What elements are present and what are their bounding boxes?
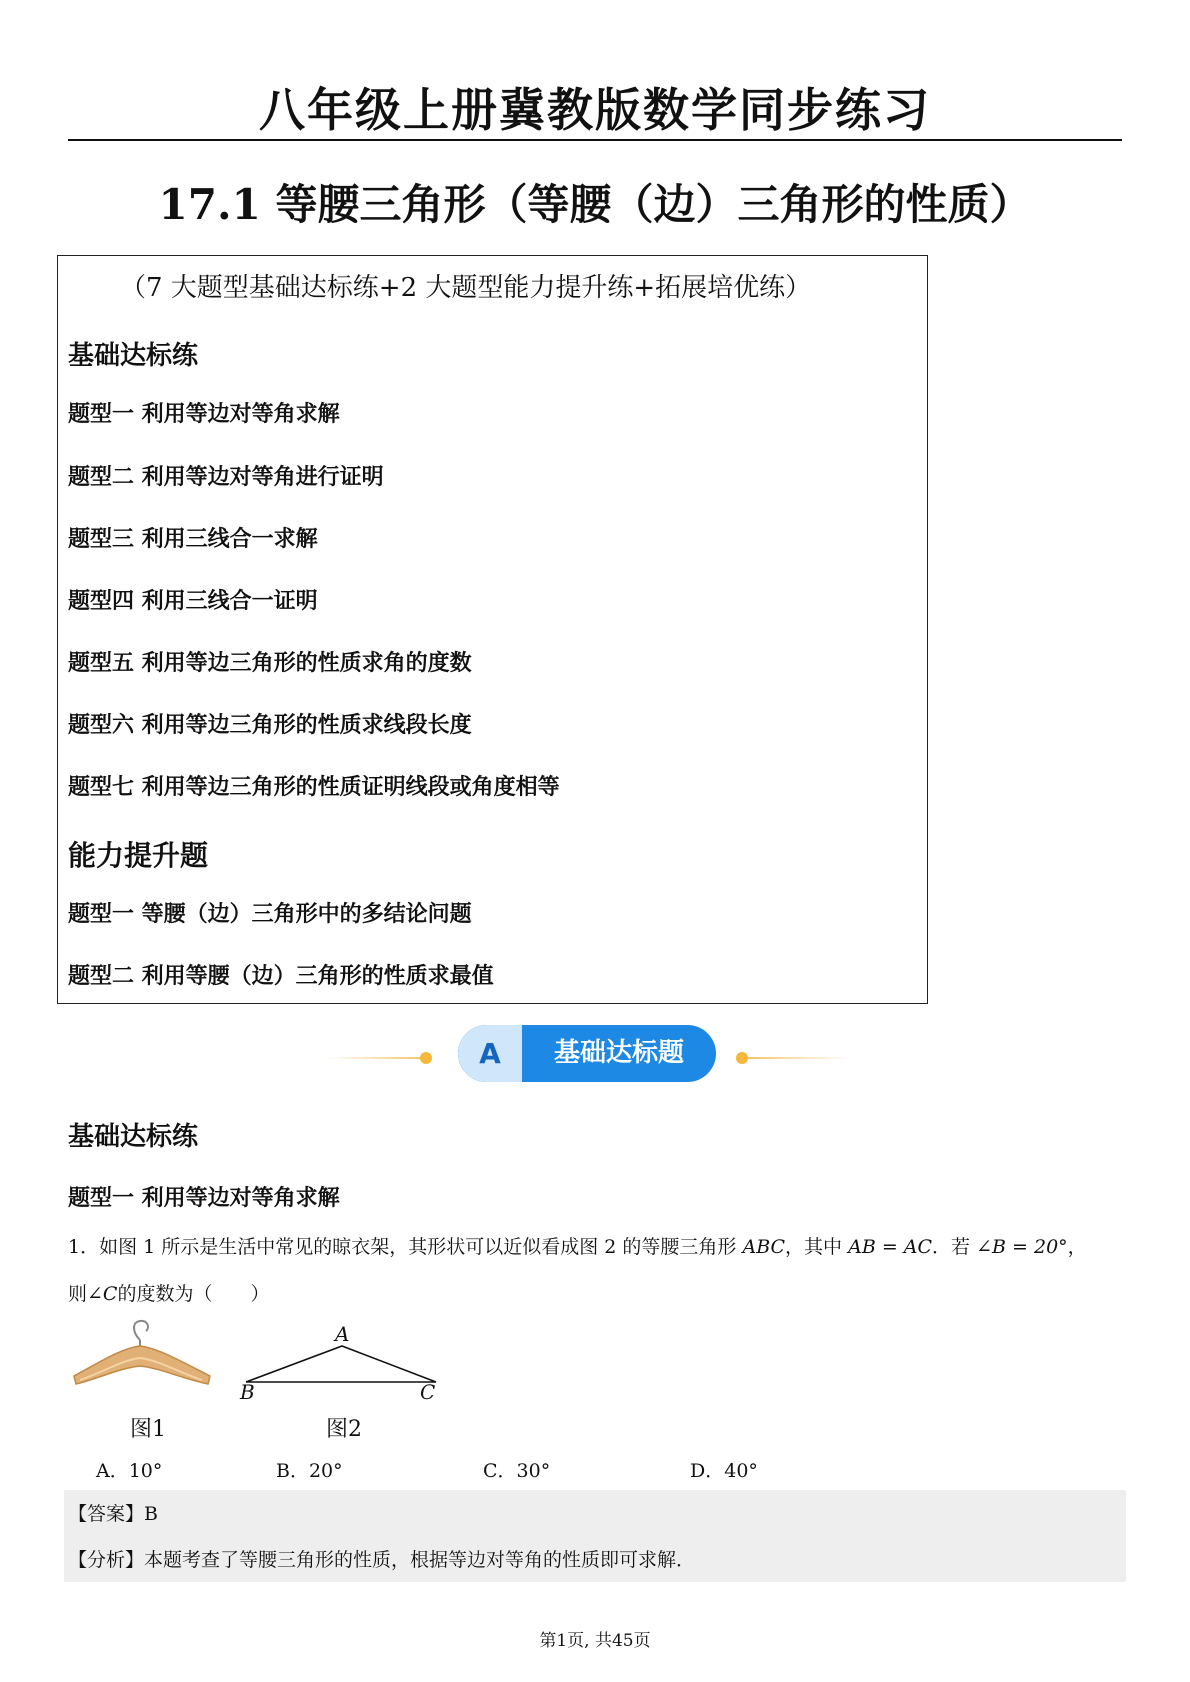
question-text: ，其中 — [785, 1236, 849, 1258]
toc-item: 题型一 等腰（边）三角形中的多结论问题 — [68, 902, 472, 927]
toc-basic-heading: 基础达标练 — [68, 341, 199, 371]
answer-line: 【答案】B — [68, 1503, 158, 1525]
figure-1-caption: 图1 — [130, 1417, 166, 1442]
triangle-abc — [246, 1346, 436, 1382]
question-line-2 — [68, 1280, 270, 1308]
toc-advanced-heading: 能力提升题 — [68, 839, 209, 872]
vertex-label-c: C — [420, 1380, 436, 1404]
figure-2-caption: 图2 — [326, 1417, 362, 1442]
toc-item: 题型二 利用等腰（边）三角形的性质求最值 — [68, 964, 494, 989]
analysis-line: 【分析】本题考查了等腰三角形的性质，根据等边对等角的性质即可求解． — [68, 1549, 696, 1571]
toc-item: 题型六 利用等边三角形的性质求线段长度 — [68, 713, 472, 738]
hanger-image — [70, 1318, 220, 1390]
vertex-label-b: B — [240, 1380, 255, 1404]
question-text: 的度数为（ ） — [117, 1283, 270, 1305]
section-title: 17.1 等腰三角形（等腰（边）三角形的性质） — [158, 180, 1032, 229]
banner-right-dot — [736, 1052, 748, 1064]
document-title: 八年级上册冀教版数学同步练习 — [259, 83, 931, 137]
question-line-1 — [68, 1233, 1087, 1261]
toc-item: 题型二 利用等边对等角进行证明 — [68, 465, 384, 490]
page-footer: 第1页, 共45页 — [539, 1631, 651, 1651]
math-abc: ABC — [742, 1236, 786, 1258]
option-c: C．30° — [483, 1460, 551, 1482]
question-text: ．若 — [932, 1236, 977, 1258]
question-text: ， — [1067, 1236, 1087, 1258]
toc-item: 题型七 利用等边三角形的性质证明线段或角度相等 — [68, 775, 560, 800]
banner-right-line — [748, 1057, 848, 1059]
option-d: D．40° — [690, 1460, 758, 1482]
math-angle-c: ∠C — [87, 1283, 118, 1305]
toc-item: 题型一 利用等边对等角求解 — [68, 402, 340, 427]
math-ab-eq-ac: AB = AC — [848, 1236, 933, 1258]
toc-item: 题型五 利用等边三角形的性质求角的度数 — [68, 651, 472, 676]
section-heading: 基础达标练 — [68, 1122, 199, 1152]
toc-item: 题型三 利用三线合一求解 — [68, 527, 318, 552]
question-type-heading: 题型一 利用等边对等角求解 — [68, 1186, 340, 1211]
math-angle-b: ∠B = 20° — [976, 1236, 1068, 1258]
banner-letter: A — [458, 1025, 522, 1082]
question-text: 则 — [68, 1283, 88, 1305]
section-banner — [458, 1025, 716, 1082]
banner-left-dot — [420, 1052, 432, 1064]
vertex-label-a: A — [335, 1322, 350, 1346]
toc-item: 题型四 利用三线合一证明 — [68, 589, 318, 614]
banner-text: 基础达标题 — [553, 1038, 684, 1068]
banner-left-line — [325, 1057, 425, 1059]
toc-summary: （7 大题型基础达标练+2 大题型能力提升练+拓展培优练） — [120, 273, 812, 303]
question-text: 1．如图 1 所示是生活中常见的晾衣架，其形状可以近似看成图 2 的等腰三角形 — [68, 1236, 743, 1258]
option-b: B．20° — [276, 1460, 343, 1482]
option-a: A．10° — [96, 1460, 163, 1482]
title-underline — [68, 139, 1122, 141]
